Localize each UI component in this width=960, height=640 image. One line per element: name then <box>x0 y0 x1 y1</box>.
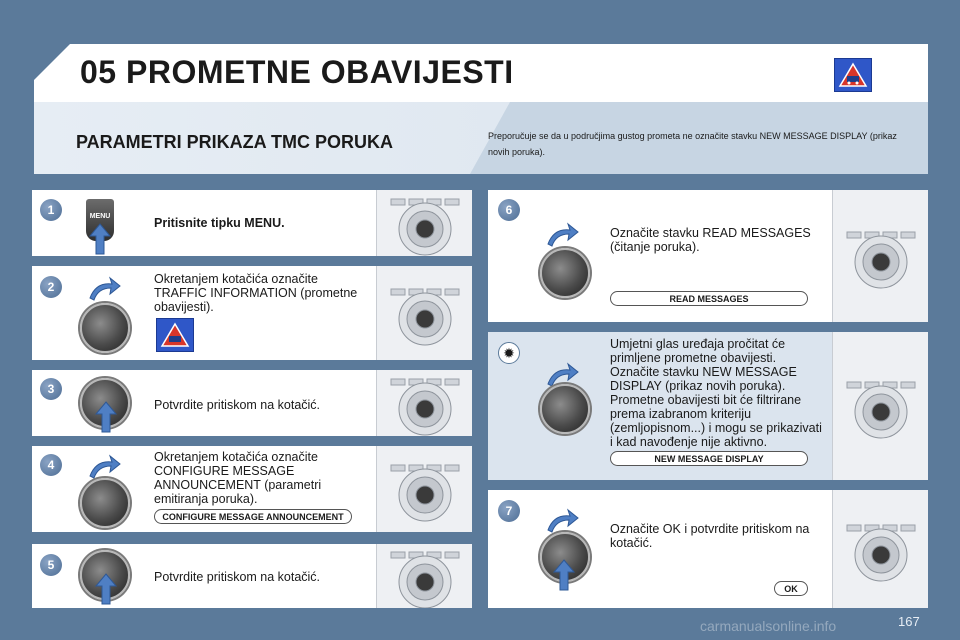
press-arrow-icon <box>552 558 576 592</box>
control-panel-drawing <box>377 370 473 436</box>
step-text: Označite stavku READ MESSAGES (čitanje poruka). <box>610 226 811 254</box>
panel-button <box>901 525 915 531</box>
menu-item-pill: CONFIGURE MESSAGE ANNOUNCEMENT <box>154 509 352 524</box>
press-arrow-icon <box>94 400 118 434</box>
panel-dial <box>872 253 890 271</box>
panel-button <box>445 289 459 295</box>
step-number: 4 <box>40 454 62 476</box>
step-text: Okretanjem kotačića označite TRAFFIC INFORMATION (prometne obavijesti). <box>154 272 358 314</box>
knob-rotate-icon <box>80 478 130 528</box>
knob-rotate-icon <box>540 248 590 298</box>
press-arrow-icon <box>94 572 118 606</box>
panel-dial <box>416 486 434 504</box>
panel-button <box>445 379 459 385</box>
panel-dial <box>416 573 434 591</box>
menu-item-pill: OK <box>774 581 808 596</box>
panel-button <box>391 289 405 295</box>
control-panel-drawing <box>833 332 929 480</box>
menu-button-icon: MENU <box>86 199 114 241</box>
step-number: 1 <box>40 199 62 221</box>
panel-button <box>445 465 459 471</box>
step-number: 6 <box>498 199 520 221</box>
menu-item-pill: READ MESSAGES <box>610 291 808 306</box>
rotate-arrow-icon <box>544 508 580 534</box>
press-arrow-icon <box>88 222 112 256</box>
control-panel-icon <box>832 190 928 322</box>
watermark: carmanualsonline.info <box>700 618 837 634</box>
step-number: 5 <box>40 554 62 576</box>
section-title: PARAMETRI PRIKAZA TMC PORUKA <box>76 132 393 152</box>
knob-rotate-icon <box>80 303 130 353</box>
step-text: Označite OK i potvrdite pritiskom na kotačić. <box>610 522 810 550</box>
step-text: Potvrdite pritiskom na kotačić. <box>154 570 321 584</box>
step-number: 2 <box>40 276 62 298</box>
panel-button <box>391 552 405 558</box>
control-panel-icon <box>376 190 472 256</box>
panel-dial <box>872 403 890 421</box>
rotate-arrow-icon <box>86 454 122 480</box>
tip-icon: ✹ <box>498 342 520 364</box>
step-text: Umjetni glas uređaja pročitat će primljene prometne obavijesti. Označite stavku NEW MESSAGE DISPLAY (prikaz novih poruka). Prometne obavijesti bit će filtrirane prema izabranom kriteriju (zemljopisnom...) i mogu se prikazivati i kad navođenje nije aktivno. <box>610 337 822 449</box>
step-text: Pritisnite tipku MENU. <box>154 216 285 230</box>
panel-dial <box>416 310 434 328</box>
control-panel-drawing <box>833 190 929 322</box>
panel-dial <box>416 400 434 418</box>
control-panel-icon <box>376 446 472 532</box>
panel-dial <box>872 546 890 564</box>
control-panel-drawing <box>377 446 473 532</box>
control-panel-drawing <box>377 544 473 608</box>
traffic-info-icon <box>156 318 194 352</box>
step-number: 7 <box>498 500 520 522</box>
step-text: Okretanjem kotačića označite CONFIGURE MESSAGE ANNOUNCEMENT (parametri emitiranja poruka). <box>154 450 322 506</box>
menu-item-pill: NEW MESSAGE DISPLAY <box>610 451 808 466</box>
panel-button <box>391 379 405 385</box>
control-panel-icon <box>376 266 472 360</box>
traffic-info-icon <box>834 58 872 92</box>
panel-button <box>847 382 861 388</box>
control-panel-drawing <box>377 266 473 360</box>
panel-button <box>847 525 861 531</box>
note-text: Preporučuje se da u područjima gustog prometa ne označite stavku NEW MESSAGE DISPLAY (prikaz novih poruka). <box>488 131 897 157</box>
step-text: Potvrdite pritiskom na kotačić. <box>154 398 321 412</box>
control-panel-icon <box>376 370 472 436</box>
page-number: 167 <box>898 614 920 629</box>
control-panel-drawing <box>833 490 929 608</box>
control-panel-icon <box>376 544 472 608</box>
control-panel-icon <box>832 490 928 608</box>
panel-button <box>445 199 459 205</box>
panel-button <box>445 552 459 558</box>
rotate-arrow-icon <box>544 222 580 248</box>
panel-button <box>391 465 405 471</box>
panel-button <box>901 232 915 238</box>
panel-button <box>901 382 915 388</box>
panel-dial <box>416 220 434 238</box>
knob-rotate-icon <box>540 384 590 434</box>
chapter-title: 05 PROMETNE OBAVIJESTI <box>80 54 514 90</box>
panel-button <box>847 232 861 238</box>
rotate-arrow-icon <box>86 276 122 302</box>
step-number: 3 <box>40 378 62 400</box>
control-panel-icon <box>832 332 928 480</box>
control-panel-drawing <box>377 190 473 256</box>
panel-button <box>391 199 405 205</box>
